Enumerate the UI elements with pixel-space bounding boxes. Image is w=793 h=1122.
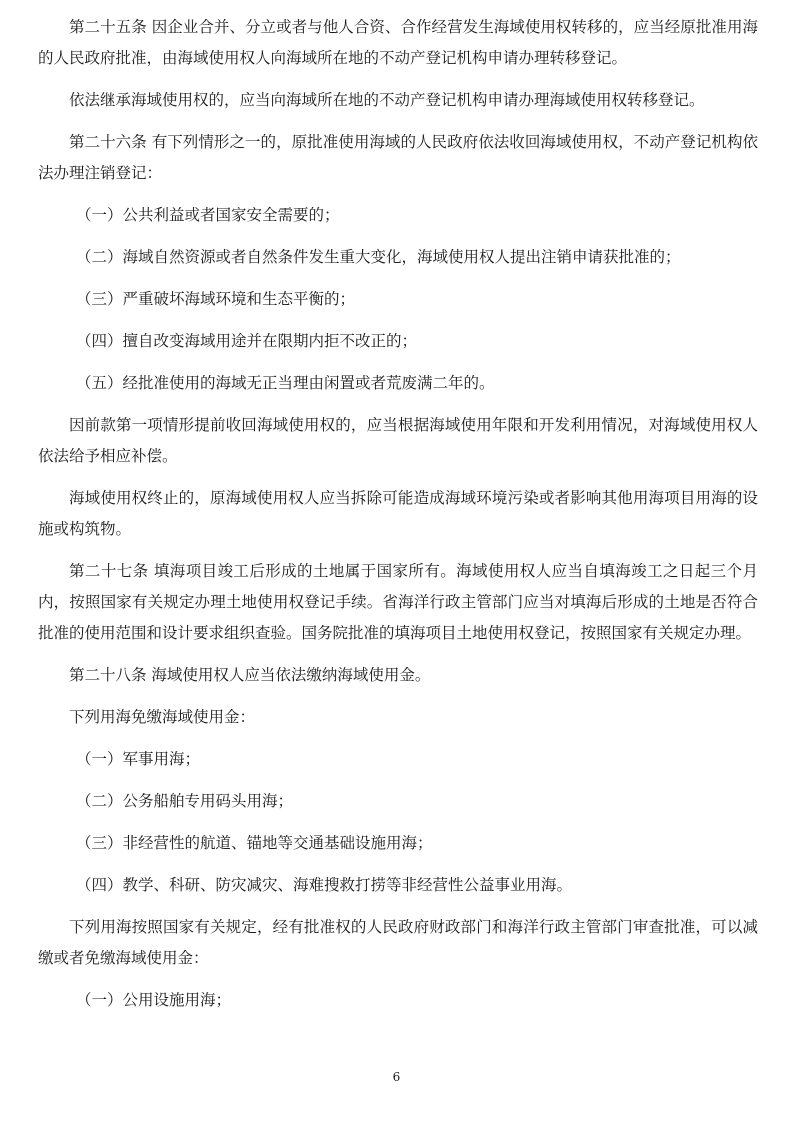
list-item: （五）经批准使用的海域无正当理由闲置或者荒废满二年的。 [76,374,495,392]
paragraph-termination: 海域使用权终止的，原海域使用权人应当拆除可能造成海域环境污染或者影响其他用海项目用海的设施或构筑物。 [38,489,758,538]
list-item: （三）严重破坏海域环境和生态平衡的； [76,290,356,308]
list-item: （一）公用设施用海； [76,991,232,1009]
paragraph-reduction-intro: 下列用海按照国家有关规定，经有批准权的人民政府财政部门和海洋行政主管部门审查批准，可以减缴或者免缴海域使用金： [38,918,758,967]
paragraph-compensation: 因前款第一项情形提前收回海域使用权的，应当根据海域使用年限和开发利用情况，对海域使用权人依法给予相应补偿。 [38,416,758,465]
list-item: （二）海域自然资源或者自然条件发生重大变化，海域使用权人提出注销申请获批准的； [76,248,681,266]
list-item: （三）非经营性的航道、锚地等交通基础设施用海； [76,834,433,852]
page-number: 6 [392,1070,401,1084]
list-item: （四）擅自改变海域用途并在限期内拒不改正的； [76,332,418,350]
list-item: （一）公共利益或者国家安全需要的； [76,206,340,224]
paragraph-article-26: 第二十六条 有下列情形之一的，原批准使用海域的人民政府依法收回海域使用权，不动产登记机构依法办理注销登记： [38,133,758,182]
paragraph-exemption-intro: 下列用海免缴海域使用金： [69,708,256,726]
document-body [38,12,758,1027]
paragraph-article-28: 第二十八条 海域使用权人应当依法缴纳海域使用金。 [69,666,431,684]
paragraph-article-25: 第二十五条 因企业合并、分立或者与他人合资、合作经营发生海域使用权转移的，应当经原批准用海的人民政府批准，由海域使用权人向海域所在地的不动产登记机构申请办理转移登记。 [38,18,758,67]
paragraph-article-27: 第二十七条 填海项目竣工后形成的土地属于国家所有。海域使用权人应当自填海竣工之日起三个月内，按照国家有关规定办理土地使用权登记手续。省海洋行政主管部门应当对填海后形成的土地是否符合批准的使用范围和设计要求组织查验。国务院批准的填海项目土地使用权登记，按照国家有关规定办理。 [38,562,758,642]
list-item: （一）军事用海； [76,750,201,768]
list-item: （二）公务船舶专用码头用海； [76,792,294,810]
paragraph-inheritance: 依法继承海域使用权的，应当向海域所在地的不动产登记机构申请办理海域使用权转移登记。 [69,91,705,109]
list-item: （四）教学、科研、防灾减灾、海难搜救打捞等非经营性公益事业用海。 [76,876,573,894]
